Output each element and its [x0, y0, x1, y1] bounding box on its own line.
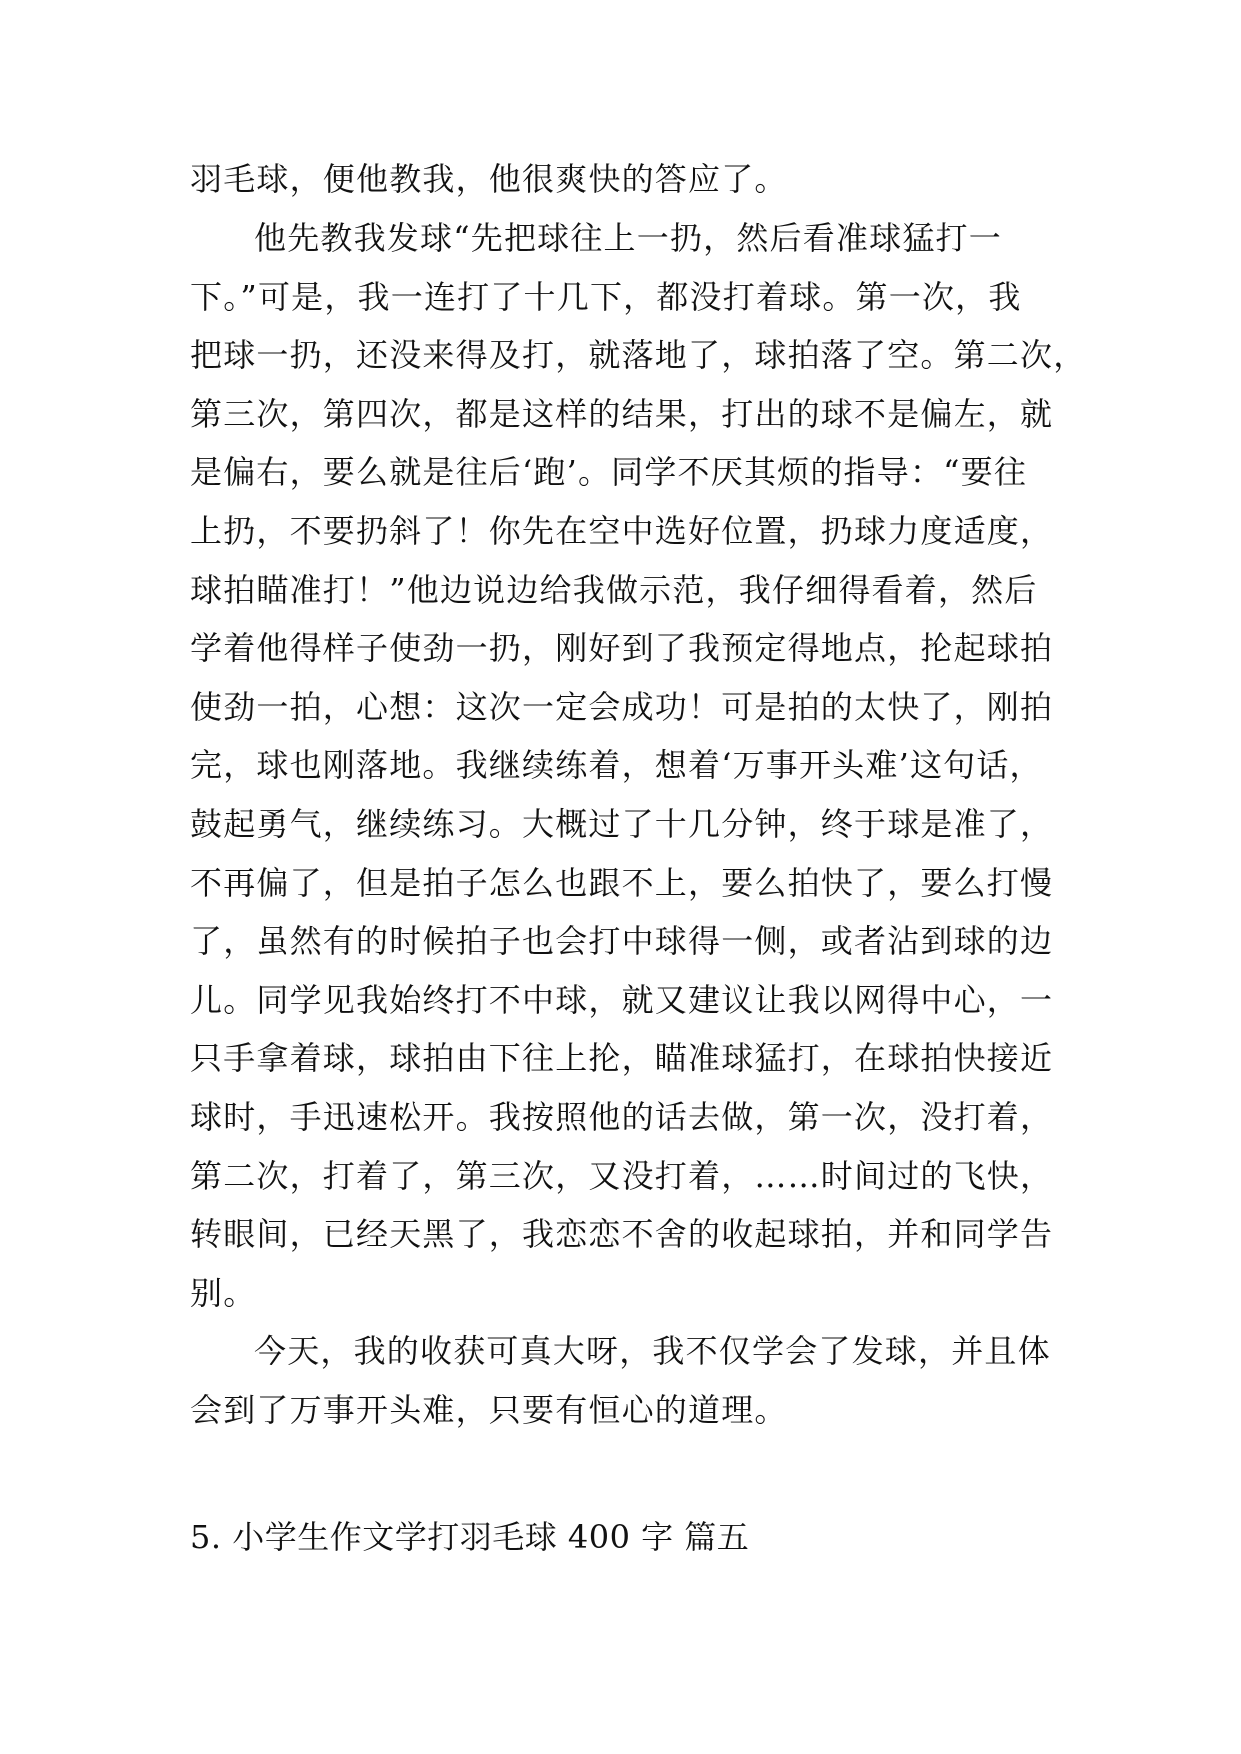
text-line: 学着他得样子使劲一扔，刚好到了我预定得地点，抡起球拍	[190, 629, 1054, 668]
text-line: 别。	[190, 1273, 257, 1312]
text-line: 下。”可是，我一连打了十几下，都没打着球。第一次，我	[190, 277, 1022, 316]
text-line: 羽毛球，便他教我，他很爽快的答应了。	[190, 160, 788, 198]
text-line: 鼓起勇气，继续练习。大概过了十几分钟，终于球是准了，	[190, 804, 1054, 843]
text-line: 把球一扔，还没来得及打，就落地了，球拍落了空。第二次，	[190, 336, 1087, 375]
text-line: 只手拿着球，球拍由下往上抡，瞄准球猛打，在球拍快接近	[190, 1039, 1054, 1078]
paragraph-3	[190, 1322, 1050, 1439]
text-line: 使劲一拍，心想：这次一定会成功！可是拍的太快了，刚拍	[190, 687, 1054, 726]
paragraph-1	[190, 150, 1050, 209]
text-line: 不再偏了，但是拍子怎么也跟不上，要么拍快了，要么打慢	[190, 863, 1054, 902]
text-line: 今天，我的收获可真大呀，我不仅学会了发球，并且体	[254, 1332, 1051, 1370]
text-line: 会到了万事开头难，只要有恒心的道理。	[190, 1390, 788, 1429]
text-line: 儿。同学见我始终打不中球，就又建议让我以网得中心，一	[190, 980, 1054, 1019]
text-line: 转眼间，已经天黑了，我恋恋不舍的收起球拍，并和同学告	[190, 1215, 1054, 1254]
text-line: 了，虽然有的时候拍子也会打中球得一侧，或者沾到球的边	[190, 922, 1054, 961]
text-line: 是偏右，要么就是往后‘跑’。同学不厌其烦的指导：“要往	[190, 453, 1028, 492]
text-line: 第三次，第四次，都是这样的结果，打出的球不是偏左，就	[190, 394, 1054, 433]
text-line: 球时，手迅速松开。我按照他的话去做，第一次，没打着，	[190, 1097, 1054, 1136]
text-line: 上扔，不要扔斜了！你先在空中选好位置，扔球力度适度，	[190, 511, 1054, 550]
text-line: 球拍瞄准打！”他边说边给我做示范，我仔细得看着，然后	[190, 570, 1038, 609]
text-line: 完，球也刚落地。我继续练着，想着‘万事开头难’这句话，	[190, 746, 1043, 785]
section-heading: 5. 小学生作文学打羽毛球 400 字 篇五	[190, 1518, 750, 1556]
text-line: 第二次，打着了，第三次，又没打着，……时间过的飞快，	[190, 1156, 1054, 1195]
paragraph-2	[190, 209, 1087, 1322]
text-line: 他先教我发球“先把球往上一扔，然后看准球猛打一	[254, 219, 1002, 257]
